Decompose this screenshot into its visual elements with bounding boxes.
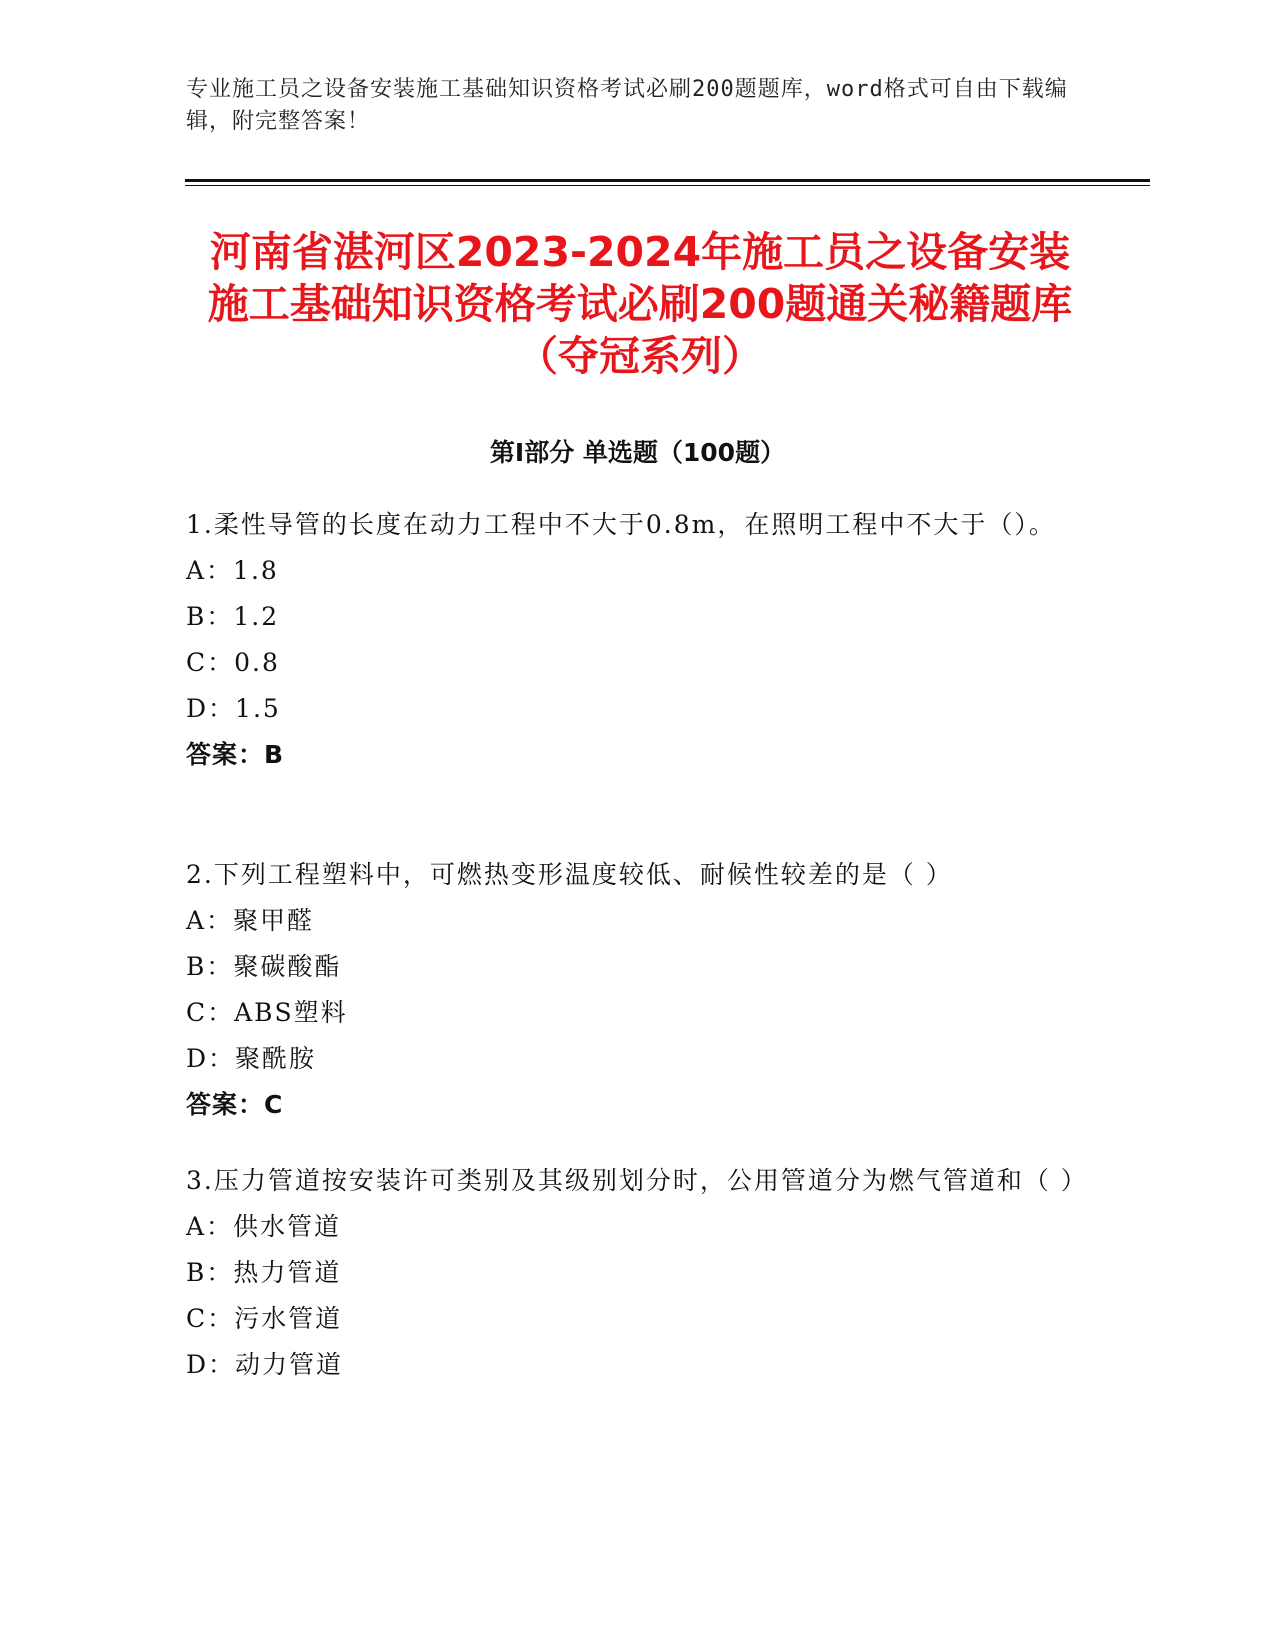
question-option-a: A：供水管道 [186, 1212, 342, 1241]
header-rule-thick [185, 179, 1150, 182]
question-option-b: B：热力管道 [186, 1258, 342, 1287]
question-2 [186, 852, 1086, 1128]
answer-value: B [264, 740, 285, 769]
question-answer [186, 732, 1086, 778]
question-option-c: C：ABS塑料 [186, 998, 348, 1027]
question-option-a: A：聚甲醛 [186, 906, 315, 935]
question-stem: 1.柔性导管的长度在动力工程中不大于0.8m，在照明工程中不大于（）。 [186, 510, 1056, 539]
header-rule-thin [185, 185, 1150, 186]
question-option-b: B：1.2 [186, 602, 280, 631]
question-option-d: D：动力管道 [186, 1350, 344, 1379]
answer-value: C [264, 1090, 284, 1119]
question-1 [186, 502, 1086, 778]
question-option-d: D：1.5 [186, 694, 281, 723]
section-heading: 第Ⅰ部分 单选题（100题） [489, 438, 786, 467]
question-option-b: B：聚碳酸酯 [186, 952, 342, 981]
question-answer [186, 1082, 1086, 1128]
question-stem: 2.下列工程塑料中，可燃热变形温度较低、耐候性较差的是（ ） [186, 860, 953, 889]
question-option-a: A：1.8 [186, 556, 279, 585]
document-title: 河南省湛河区2023-2024年施工员之设备安装施工基础知识资格考试必刷200题通关秘籍题库（夺冠系列） [207, 228, 1073, 380]
question-option-c: C：污水管道 [186, 1304, 343, 1333]
answer-label: 答案： [186, 740, 265, 769]
question-option-c: C：0.8 [186, 648, 280, 677]
header-note: 专业施工员之设备安装施工基础知识资格考试必刷200题题库，word格式可自由下载编辑，附完整答案！ [186, 77, 1068, 134]
question-option-d: D：聚酰胺 [186, 1044, 317, 1073]
question-3 [186, 1158, 1086, 1388]
answer-label: 答案： [186, 1090, 265, 1119]
question-stem: 3.压力管道按安装许可类别及其级别划分时，公用管道分为燃气管道和（ ） [186, 1166, 1088, 1195]
